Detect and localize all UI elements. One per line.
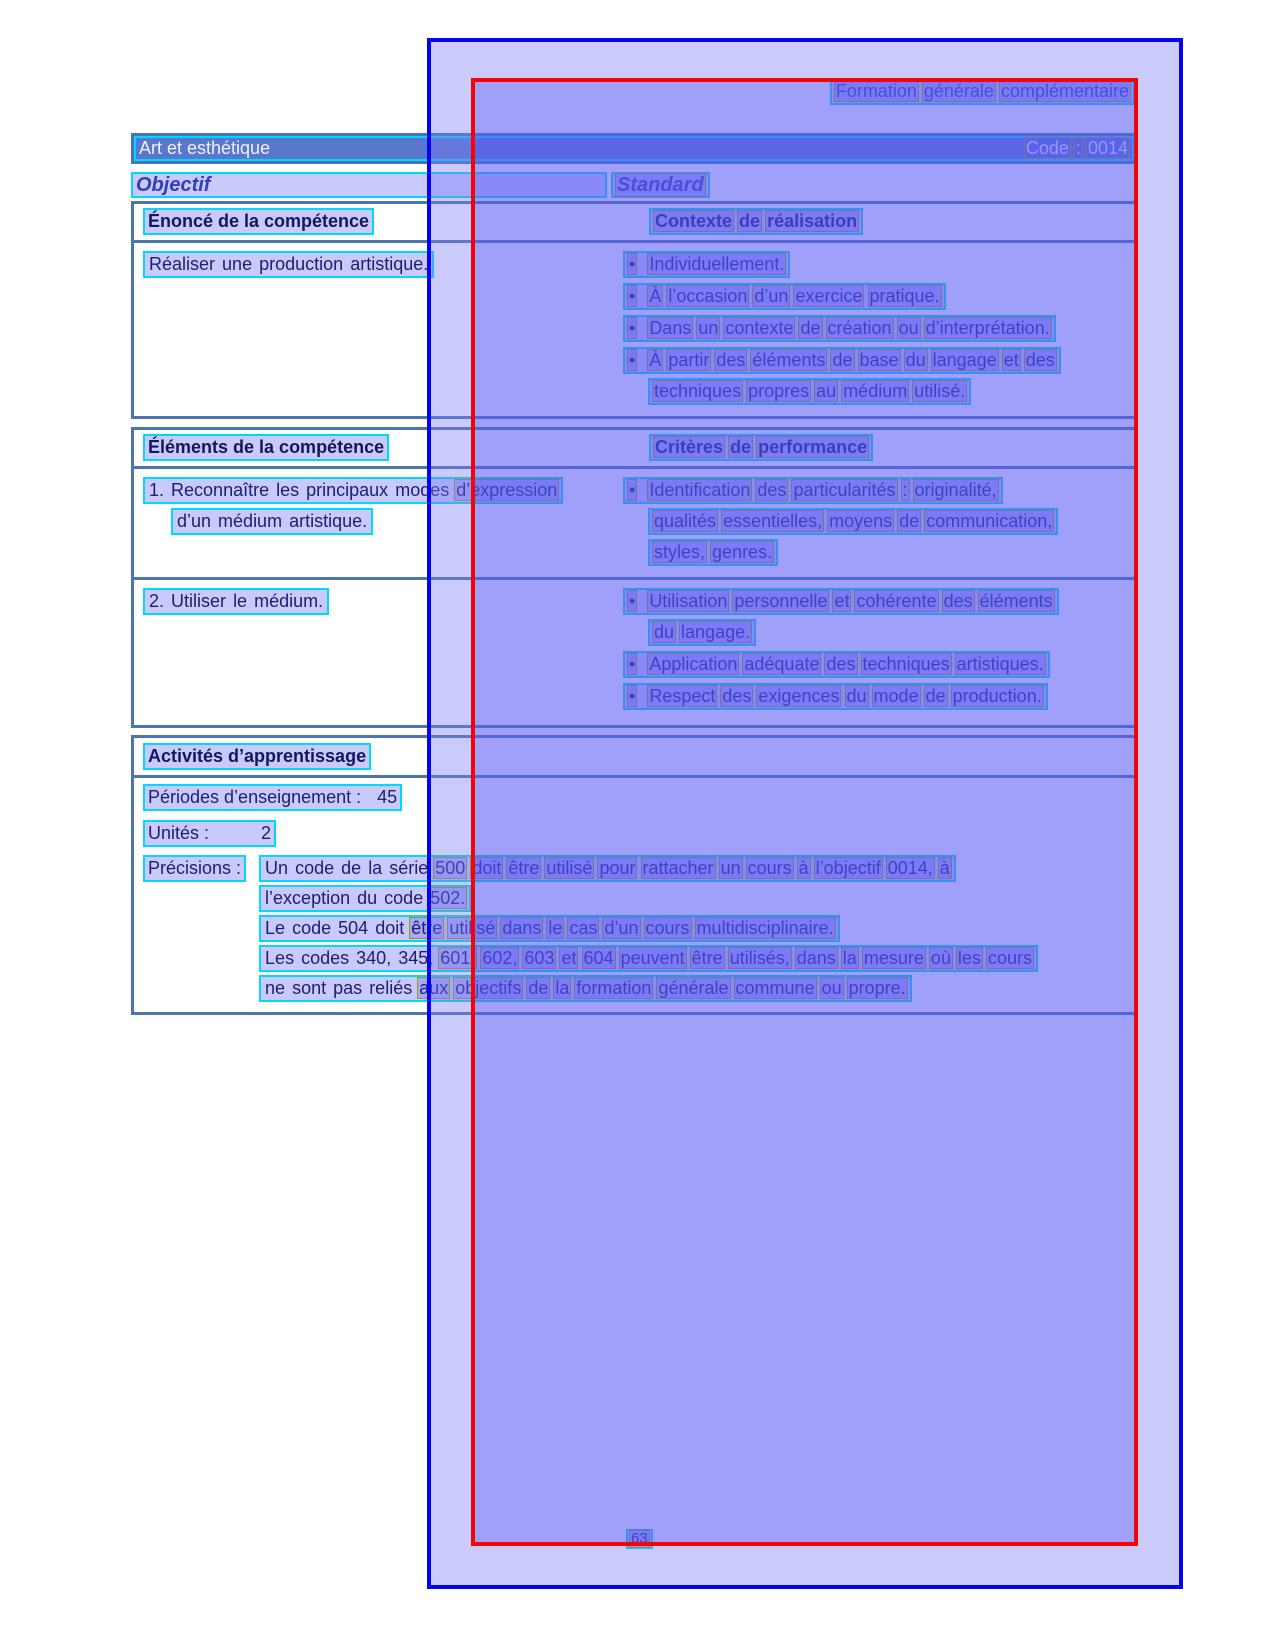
word: dans — [796, 948, 836, 968]
word: être — [691, 948, 723, 968]
word: des — [826, 654, 856, 674]
word: d’un — [754, 286, 789, 306]
document-body — [131, 78, 1137, 1015]
word: originalité, — [914, 480, 997, 500]
word: complémentaire — [1000, 81, 1129, 101]
word: production. — [952, 686, 1042, 706]
cell-line — [143, 588, 621, 615]
word: 500 — [435, 858, 466, 878]
word: Contexte — [655, 211, 733, 231]
word: Utiliser — [171, 591, 227, 611]
word: Reconnaître — [171, 480, 270, 500]
elements-row-1 — [134, 469, 1134, 577]
ocr-line-box — [623, 588, 1059, 615]
word: personnelle — [734, 591, 828, 611]
word: sont — [292, 978, 327, 998]
bullet-item-continuation — [648, 619, 1131, 646]
contexte-cell — [621, 251, 1131, 410]
word: 345, — [398, 948, 434, 968]
word: le — [233, 591, 248, 611]
word: générale — [923, 81, 994, 101]
word: cours — [747, 858, 792, 878]
periodes-value: 45 — [377, 787, 398, 807]
criteres-header — [623, 434, 873, 457]
word: médium. — [254, 591, 324, 611]
enonce-header-cell — [143, 208, 621, 235]
ocr-line-box — [648, 619, 756, 646]
word: exigences — [758, 686, 840, 706]
word: code — [384, 888, 424, 908]
word: les — [276, 480, 300, 500]
word: À — [649, 350, 662, 370]
word: réalisation — [767, 211, 858, 231]
ocr-line-box — [830, 78, 1135, 105]
ocr-line-box — [649, 208, 863, 235]
ocr-line-box — [623, 315, 1056, 342]
bullet-icon: • — [629, 350, 636, 370]
word: et — [834, 591, 850, 611]
word: dans — [502, 918, 542, 938]
word: à — [939, 858, 950, 878]
word: propre. — [848, 978, 906, 998]
word: artistiques. — [956, 654, 1044, 674]
word: objectifs — [455, 978, 522, 998]
word: 340, — [356, 948, 392, 968]
ocr-line-box — [171, 508, 373, 535]
elements-table — [131, 427, 1137, 728]
word: 0014, — [887, 858, 933, 878]
word: essentielles, — [723, 511, 823, 531]
word: Formation — [835, 81, 917, 101]
ocr-line-box — [143, 251, 434, 278]
objectif-standard-row — [131, 172, 1137, 198]
word: codes — [301, 948, 350, 968]
bullet-icon: • — [629, 686, 636, 706]
word: éléments — [752, 350, 826, 370]
criteria-cell — [621, 477, 1131, 571]
ocr-line-box — [143, 588, 329, 615]
unites-label: Unités : — [148, 823, 210, 843]
bullet-item — [623, 683, 1131, 710]
unites-row — [143, 820, 1131, 847]
word: la — [842, 948, 857, 968]
word: des — [943, 591, 973, 611]
element-cell — [143, 588, 621, 715]
word: cohérente — [856, 591, 937, 611]
word: des — [722, 686, 752, 706]
word: l’occasion — [668, 286, 748, 306]
ocr-line-box — [623, 347, 1061, 374]
word: langage — [932, 350, 997, 370]
word: styles, — [654, 542, 706, 562]
ocr-line-box — [259, 855, 956, 882]
periodes-row — [143, 784, 1131, 811]
bullet-item-continuation — [648, 508, 1131, 535]
word: peuvent — [620, 948, 685, 968]
word: série — [389, 858, 429, 878]
word: 502. — [430, 888, 466, 908]
cell-line — [143, 251, 621, 278]
word: À — [649, 286, 662, 306]
elements-table-header — [134, 430, 1134, 469]
word: techniques — [862, 654, 950, 674]
word: des — [716, 350, 746, 370]
word: artistique. — [350, 254, 429, 274]
word: un — [698, 318, 719, 338]
competence-table-body — [134, 243, 1134, 416]
word: cas — [569, 918, 598, 938]
word: 504 — [338, 918, 369, 938]
ocr-line-box — [626, 1529, 653, 1549]
word: du — [357, 888, 378, 908]
word: techniques — [654, 381, 742, 401]
activities-table — [131, 735, 1137, 1015]
word: base — [859, 350, 899, 370]
ocr-line-box — [143, 477, 563, 504]
word: formation — [576, 978, 652, 998]
precisions-lines — [259, 855, 1038, 1002]
bullet-item-continuation — [648, 539, 1131, 566]
ocr-line-box — [259, 885, 471, 912]
word: ou — [898, 318, 919, 338]
word: langage. — [681, 622, 751, 642]
cell-line — [171, 508, 621, 535]
word: mesure — [863, 948, 924, 968]
word: médium — [218, 511, 283, 531]
word: générale — [658, 978, 729, 998]
elements-header: Éléments de la compétence — [148, 437, 385, 457]
word: d’expression — [456, 480, 558, 500]
ocr-line-box — [259, 915, 840, 942]
word: contexte — [725, 318, 794, 338]
word: éléments — [979, 591, 1053, 611]
word: les — [957, 948, 981, 968]
ocr-line-box — [623, 283, 946, 310]
word: particularités — [793, 480, 896, 500]
word: utilisés, — [729, 948, 790, 968]
word: pas — [333, 978, 363, 998]
word: reliés — [369, 978, 413, 998]
word: adéquate — [744, 654, 820, 674]
ocr-line-box — [648, 508, 1058, 535]
word: de — [899, 511, 920, 531]
word: utilisé — [546, 858, 593, 878]
word: la — [368, 858, 383, 878]
objectif-line-box — [131, 172, 607, 198]
bullet-icon: • — [629, 480, 636, 500]
word: moyens — [829, 511, 893, 531]
word: et — [561, 948, 577, 968]
word: utilisé. — [914, 381, 966, 401]
standard-line-box — [611, 172, 710, 198]
word: Utilisation — [649, 591, 728, 611]
word: partir — [668, 350, 710, 370]
word: code — [292, 918, 332, 938]
word: être — [411, 918, 443, 938]
word: artistique. — [289, 511, 368, 531]
word: : — [902, 480, 908, 500]
word: de — [739, 211, 761, 231]
objectif-label: Objectif — [136, 174, 211, 196]
word: le — [548, 918, 563, 938]
word: exercice — [795, 286, 863, 306]
bullet-icon: • — [629, 591, 636, 611]
word: l’objectif — [815, 858, 881, 878]
competence-table-header — [134, 204, 1134, 243]
word: principaux — [306, 480, 389, 500]
word: Respect — [649, 686, 716, 706]
classification-note — [131, 78, 1137, 103]
word: médium — [843, 381, 908, 401]
word: Individuellement. — [649, 254, 785, 274]
word: propres — [748, 381, 810, 401]
word: 2. — [149, 591, 165, 611]
word: au — [816, 381, 837, 401]
title-bar — [131, 133, 1137, 164]
bullet-icon: • — [629, 254, 636, 274]
word: une — [222, 254, 253, 274]
word: 602, — [482, 948, 518, 968]
word: où — [930, 948, 951, 968]
enonce-cell — [143, 251, 621, 410]
precisions-label: Précisions : — [148, 858, 242, 878]
ocr-line-box — [143, 784, 402, 811]
word: d’interprétation. — [925, 318, 1050, 338]
ocr-line-box — [623, 683, 1048, 710]
word: 0014 — [1087, 138, 1128, 158]
word: du — [846, 686, 867, 706]
criteres-header-cell — [621, 434, 1131, 461]
word: 63 — [631, 1530, 648, 1547]
element-cell — [143, 477, 621, 571]
word: Code — [1025, 138, 1069, 158]
word: 601, — [440, 948, 476, 968]
periodes-label: Périodes d’enseignement : — [148, 787, 362, 807]
bullet-item-continuation — [648, 378, 1131, 405]
unites-value: 2 — [261, 823, 272, 843]
word: Application — [649, 654, 738, 674]
standard-label — [616, 174, 705, 196]
word: cours — [987, 948, 1032, 968]
word: des — [757, 480, 787, 500]
activities-table-body — [134, 784, 1134, 1012]
word: Le — [265, 918, 286, 938]
word: Un — [265, 858, 289, 878]
word: mode — [873, 686, 919, 706]
word: un — [720, 858, 741, 878]
contexte-header-cell — [621, 208, 1131, 235]
word: utilisé — [449, 918, 496, 938]
word: qualités — [654, 511, 717, 531]
word: à — [798, 858, 809, 878]
enonce-header: Énoncé de la compétence — [148, 211, 370, 231]
word: Dans — [649, 318, 692, 338]
bullet-item — [623, 315, 1131, 342]
word: code — [295, 858, 335, 878]
word: Les — [265, 948, 295, 968]
word: doit — [472, 858, 502, 878]
bar-title: Art et esthétique — [139, 138, 271, 158]
word: production — [259, 254, 344, 274]
word: du — [905, 350, 926, 370]
word: Critères — [655, 437, 724, 457]
ocr-line-box — [648, 378, 971, 405]
bullet-icon: • — [629, 286, 636, 306]
precisions-row — [143, 855, 1131, 1002]
activities-header: Activités d’apprentissage — [148, 746, 367, 766]
ocr-line-box — [143, 820, 276, 847]
contexte-header — [623, 208, 863, 231]
word: cours — [645, 918, 690, 938]
word: ne — [265, 978, 286, 998]
elements-row-2 — [134, 577, 1134, 725]
word: Réaliser — [149, 254, 216, 274]
word: communication, — [926, 511, 1053, 531]
ocr-line-box — [623, 251, 790, 278]
ocr-line-box — [623, 651, 1050, 678]
cell-line — [143, 477, 621, 504]
word: de — [341, 858, 362, 878]
word: multidisciplinaire. — [696, 918, 834, 938]
word: de — [832, 350, 853, 370]
word: pratique. — [869, 286, 940, 306]
bullet-item — [623, 588, 1131, 646]
word: la — [555, 978, 570, 998]
bullet-item — [623, 651, 1131, 678]
word: 604 — [583, 948, 614, 968]
criteria-cell — [621, 588, 1131, 715]
word: de — [800, 318, 821, 338]
ocr-line-box — [259, 945, 1038, 972]
word: des — [1025, 350, 1055, 370]
ocr-line-box — [649, 434, 873, 461]
word: 603 — [524, 948, 555, 968]
title-bar-line-box — [134, 136, 1134, 161]
bullet-item — [623, 251, 1131, 278]
word: l’exception — [265, 888, 351, 908]
bar-code — [1025, 138, 1129, 159]
bullet-item — [623, 283, 1131, 310]
word: aux — [419, 978, 449, 998]
word: de — [528, 978, 549, 998]
word: : — [1075, 138, 1081, 158]
word: de — [925, 686, 946, 706]
word: performance — [758, 437, 868, 457]
word: modes — [395, 480, 450, 500]
word: d’un — [177, 511, 212, 531]
word: ou — [821, 978, 842, 998]
word: être — [508, 858, 540, 878]
word: 1. — [149, 480, 165, 500]
bullet-icon: • — [629, 318, 636, 338]
word: Identification — [649, 480, 751, 500]
ocr-line-box — [623, 477, 1003, 504]
word: du — [654, 622, 675, 642]
word: et — [1003, 350, 1019, 370]
bullet-item — [623, 477, 1131, 566]
word: commune — [735, 978, 815, 998]
word: d’un — [604, 918, 639, 938]
word: genres. — [712, 542, 773, 562]
page-number — [626, 1529, 653, 1549]
word: création — [827, 318, 892, 338]
activities-table-header — [134, 738, 1134, 778]
ocr-line-box — [259, 975, 912, 1002]
word: Standard — [617, 174, 704, 196]
word: rattacher — [642, 858, 714, 878]
word: pour — [599, 858, 636, 878]
precisions-label-box — [143, 855, 246, 882]
word: de — [730, 437, 752, 457]
bullet-item — [623, 347, 1131, 405]
ocr-line-box — [648, 539, 778, 566]
elements-header-cell — [143, 434, 621, 461]
bullet-icon: • — [629, 654, 636, 674]
competence-table — [131, 201, 1137, 419]
word: doit — [375, 918, 405, 938]
